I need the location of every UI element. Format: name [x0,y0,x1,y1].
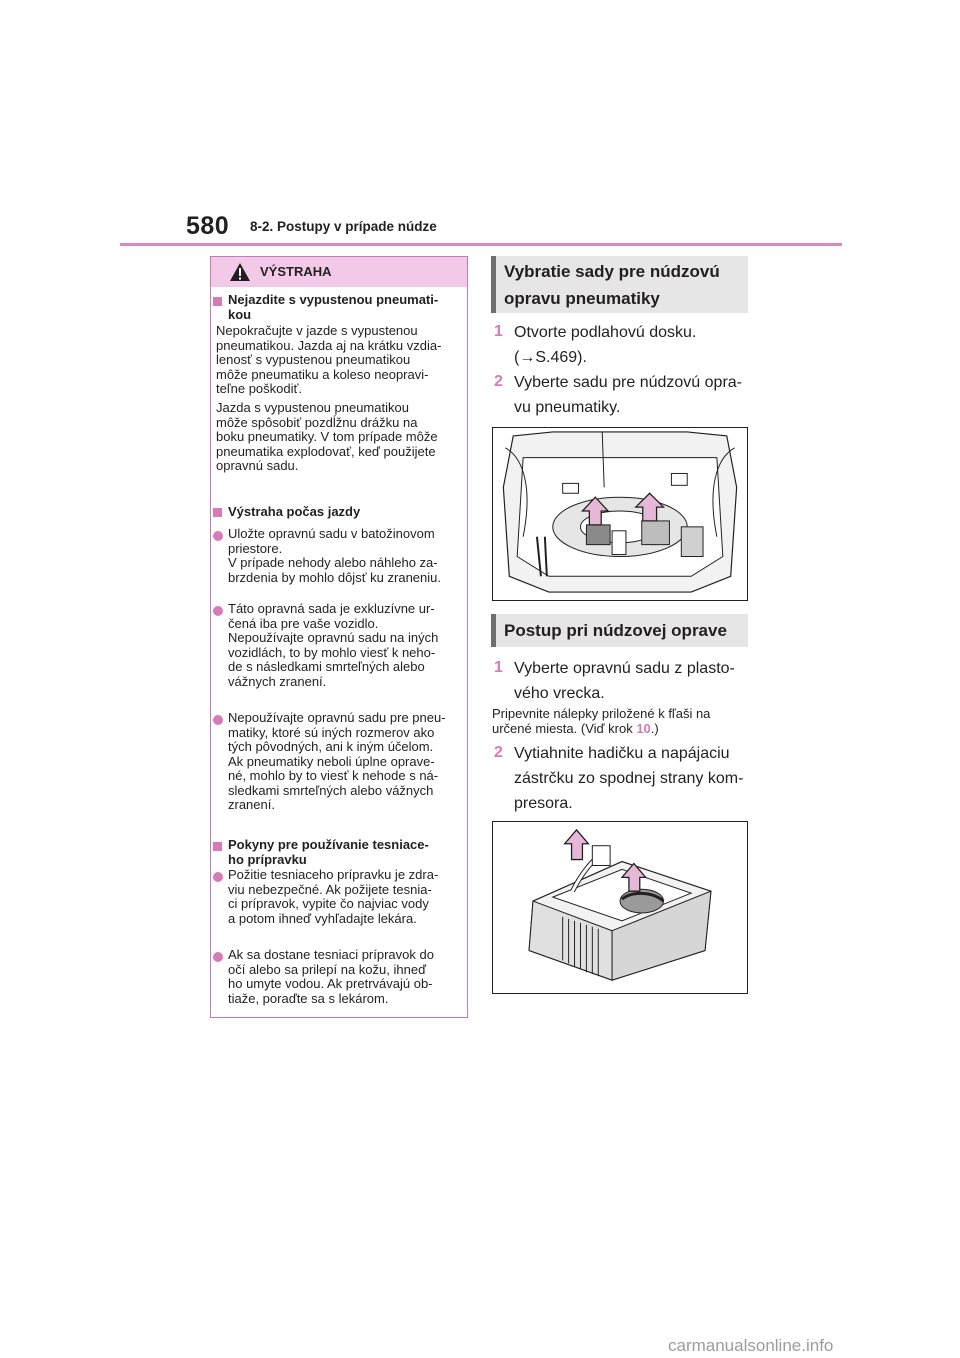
square-bullet-icon [213,508,222,517]
warning-bullet-text: Ak sa dostane tesniaci prípravok do očí alebo sa prilepí na kožu, ihneď ho umyte vodou. Ak pretrvávajú ob- tiaže, poraďte sa s lekárom. [228,947,434,1006]
watermark: carmanualsonline.info [668,1336,834,1355]
round-bullet-icon [213,606,223,616]
header-rule [120,243,842,246]
step-text: Vytiahnite hadičku a napájaciu zástrčku zo spodnej strany kom- presora. [514,745,744,812]
warning-heading: Pokyny pre používanie tesniace- ho prípravku [228,837,429,867]
section-heading: Postup pri núdzovej oprave [504,621,727,640]
square-bullet-icon [213,842,222,851]
trunk-illustration [492,427,748,601]
round-bullet-icon [213,872,223,882]
warning-paragraph: Nepokračujte v jazde s vypustenou pneumatikou. Jazda aj na krátku vzdia- lenosť s vypustenou pneumatikou môže pneumatiku a koleso neopravi- teľne poškodiť. [216,323,442,396]
warning-bullet-text: Uložte opravnú sadu v batožinovom priestore. V prípade nehody alebo náhleho za- brzdenia by mohlo dôjsť ku zraneniu. [228,526,441,585]
step-text: Vyberte sadu pre núdzovú opra- vu pneumatiky. [514,374,742,416]
warning-triangle-icon [229,262,251,282]
warning-heading: Nejazdite s vypustenou pneumati- kou [228,292,439,322]
page-number: 580 [186,212,230,240]
warning-bullet-text: Táto opravná sada je exkluzívne ur- čená iba pre vaše vozidlo. Nepoužívajte opravnú sadu na iných vozidlách, to by mohlo viesť k neho- de s následkami smrteľných alebo vážnych zranení. [228,601,439,689]
step-number: 2 [494,373,503,390]
warning-title: VÝSTRAHA [260,264,332,279]
round-bullet-icon [213,715,223,725]
section-heading: Vybratie sady pre núdzovú opravu pneumatiky [504,262,720,308]
warning-bullet-text: Nepoužívajte opravnú sadu pre pneu- matiky, ktoré sú iných rozmerov ako tých pôvodných, ani k iným účelom. Ak pneumatiky neboli úplne oprave- né, mohlo by to viesť k nehode s ná- sledkami smrteľných alebo vážnych zranení. [228,710,446,812]
round-bullet-icon [213,531,223,541]
round-bullet-icon [213,952,223,962]
warning-heading: Výstraha počas jazdy [228,504,361,519]
section-heading-bar [491,256,748,313]
note-text: Pripevnite nálepky priložené k fľaši na určené miesta. (Viď krok 10.) [492,706,711,736]
section-heading-bar [491,614,748,647]
square-bullet-icon [213,297,222,306]
step-text: Vyberte opravnú sadu z plasto- vého vrecka. [514,660,735,702]
step-number: 1 [494,659,503,676]
step-number: 1 [494,323,503,340]
step-number: 2 [494,744,503,761]
step-text: Otvorte podlahovú dosku. (→S.469). [514,324,697,366]
warning-paragraph: Jazda s vypustenou pneumatikou môže spôsobiť pozdĺžnu drážku na boku pneumatiky. V tom prípade môže pneumatika explodovať, keď použijete opravnú sadu. [216,400,438,473]
section-title: 8-2. Postupy v prípade núdze [250,219,437,234]
compressor-illustration [492,821,748,994]
warning-bullet-text: Požitie tesniaceho prípravku je zdra- viu nebezpečné. Ak požijete tesnia- ci prípravok, vypite čo najviac vody a potom ihneď vyhľadajte lekára. [228,867,439,926]
